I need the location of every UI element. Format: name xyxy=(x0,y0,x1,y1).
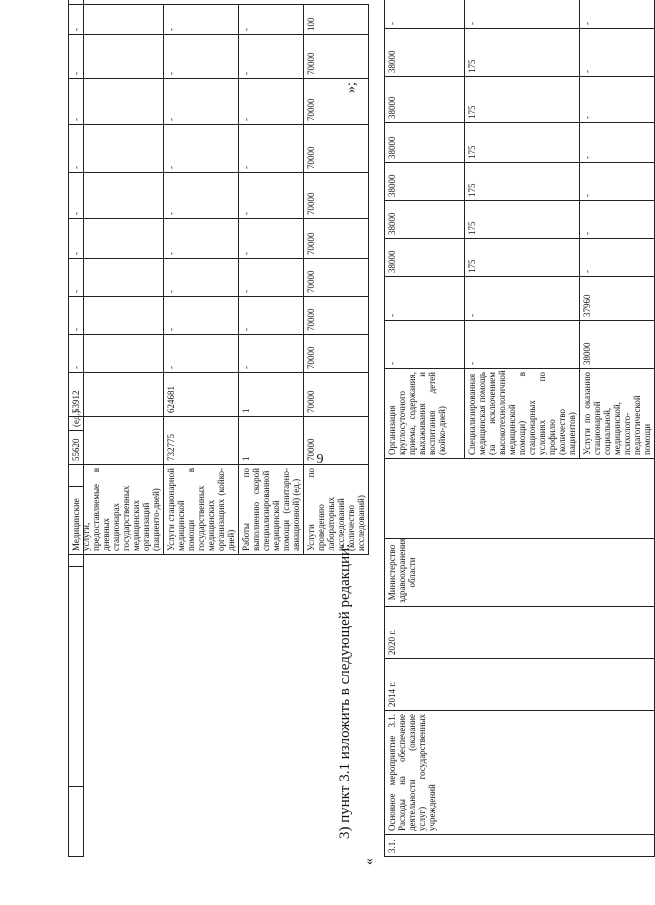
event-name: Основное мероприятие 3.1. Расходы на обеспечение деятельности (оказание услуг) государственных учреждений xyxy=(385,711,655,835)
value-cell: 100 xyxy=(304,5,369,35)
value-cell: 38000 xyxy=(385,239,465,277)
value-cell: - xyxy=(580,163,655,201)
bottom-table-row xyxy=(385,0,465,857)
row-label: Работы по выполнению скорой специализированной медицинской помощи (санитарно-авиационной) (ед.) xyxy=(239,465,304,555)
value-cell: - xyxy=(164,173,239,219)
value-cell: - xyxy=(580,29,655,77)
value-cell: - xyxy=(239,219,304,259)
value-cell: - xyxy=(385,0,465,29)
value-cell: 70000 xyxy=(304,417,369,465)
value-cell: - xyxy=(239,259,304,297)
open-quote: « xyxy=(362,858,377,865)
executor: Министерство здравоохранения области xyxy=(385,539,655,607)
value-cell: - xyxy=(164,259,239,297)
top-row-label: (ед.) xyxy=(69,0,84,431)
value-cell: 175 xyxy=(465,163,580,201)
row-label: Услуги по оказанию стационарной социальной, медицинской, психолого-педагогической помощи xyxy=(580,369,655,459)
value-cell: - xyxy=(239,173,304,219)
closing-quote: »; xyxy=(344,82,359,93)
value-cell: - xyxy=(69,79,164,125)
value-cell: 38000 xyxy=(385,201,465,239)
value-cell: 1 xyxy=(239,417,304,465)
value-cell: - xyxy=(465,277,580,321)
value-cell: - xyxy=(164,35,239,79)
value-cell: - xyxy=(580,239,655,277)
empty-cell xyxy=(385,459,655,539)
value-cell: - xyxy=(69,297,164,335)
value-cell: - xyxy=(580,77,655,123)
value-cell: 1 xyxy=(239,373,304,417)
value-cell: - xyxy=(69,5,164,35)
value-cell: - xyxy=(69,35,164,79)
value-cell: 70000 xyxy=(304,35,369,79)
value-cell: - xyxy=(580,0,655,29)
value-cell: 175 xyxy=(465,239,580,277)
value-cell: - xyxy=(465,321,580,369)
value-cell: 175 xyxy=(465,123,580,163)
row-label: Организация круглосуточного приема, содержания, выхаживания и воспитания детей (койко-дней) xyxy=(385,369,465,459)
value-cell: - xyxy=(465,0,580,29)
value-cell: 70000 xyxy=(304,373,369,417)
value-cell: 70000 xyxy=(304,297,369,335)
value-cell: 70000 xyxy=(304,335,369,373)
value-cell: - xyxy=(164,5,239,35)
row-label: Специализированная медицинская помощь (за исключением высокотехнологичной медицинской помощи) в стационарных условиях по профилю (количество пациентов) xyxy=(465,369,580,459)
section-heading: 3) пункт 3.1 изложить в следующей редакции: xyxy=(337,543,353,839)
value-cell: - xyxy=(385,321,465,369)
value-cell: 70000 xyxy=(304,125,369,173)
page-number: 9 xyxy=(316,452,324,467)
value-cell: 38000 xyxy=(385,29,465,77)
bottom-table xyxy=(384,0,655,857)
top-empty-b xyxy=(69,567,84,787)
value-cell: - xyxy=(239,335,304,373)
value-cell: 175 xyxy=(465,77,580,123)
value-cell: - xyxy=(239,79,304,125)
value-cell: 38000 xyxy=(385,163,465,201)
value-cell: - xyxy=(164,335,239,373)
value-cell: 70000 xyxy=(304,219,369,259)
item-number: 3.1. xyxy=(385,835,655,857)
value-cell: - xyxy=(580,123,655,163)
value-cell: - xyxy=(164,125,239,173)
value-cell: - xyxy=(164,297,239,335)
value-cell: - xyxy=(239,297,304,335)
value-cell: - xyxy=(164,79,239,125)
value-cell: 38000 xyxy=(580,321,655,369)
value-cell: 70000 xyxy=(304,173,369,219)
value-cell: - xyxy=(385,277,465,321)
top-table-row xyxy=(164,5,239,555)
value-cell: 37960 xyxy=(580,277,655,321)
value-cell: 732775 xyxy=(164,417,239,465)
value-cell: 55620 xyxy=(69,417,164,465)
year-end: 2020 г. xyxy=(385,607,655,659)
value-cell: 70000 xyxy=(304,79,369,125)
year-start: 2014 г. xyxy=(385,659,655,711)
row-label: Услуги по проведению лабораторных исследований (количество исследований) xyxy=(304,465,369,555)
value-cell: 53912 xyxy=(69,373,164,417)
top-table-row xyxy=(239,5,304,555)
value-cell: - xyxy=(69,259,164,297)
row-label: Медицинские услуги, предоставляемые в дневных стационарах государственных медицинских организаций (пациенто-дней) xyxy=(69,465,164,555)
top-table-main xyxy=(68,4,369,555)
value-cell: - xyxy=(69,335,164,373)
value-cell: 175 xyxy=(465,29,580,77)
value-cell: 38000 xyxy=(385,77,465,123)
value-cell: - xyxy=(69,219,164,259)
value-cell: - xyxy=(580,201,655,239)
value-cell: - xyxy=(239,5,304,35)
value-cell: - xyxy=(239,125,304,173)
value-cell: - xyxy=(69,173,164,219)
value-cell: 624681 xyxy=(164,373,239,417)
row-label: Услуги стационарной медицинской помощи в государственных медицинских организациях (койко-дней) xyxy=(164,465,239,555)
value-cell: 175 xyxy=(465,201,580,239)
value-cell: - xyxy=(164,219,239,259)
value-cell: - xyxy=(69,125,164,173)
value-cell: 38000 xyxy=(385,123,465,163)
top-table-row xyxy=(69,5,164,555)
top-empty-a xyxy=(69,787,84,857)
value-cell: - xyxy=(239,35,304,79)
value-cell: 70000 xyxy=(304,259,369,297)
